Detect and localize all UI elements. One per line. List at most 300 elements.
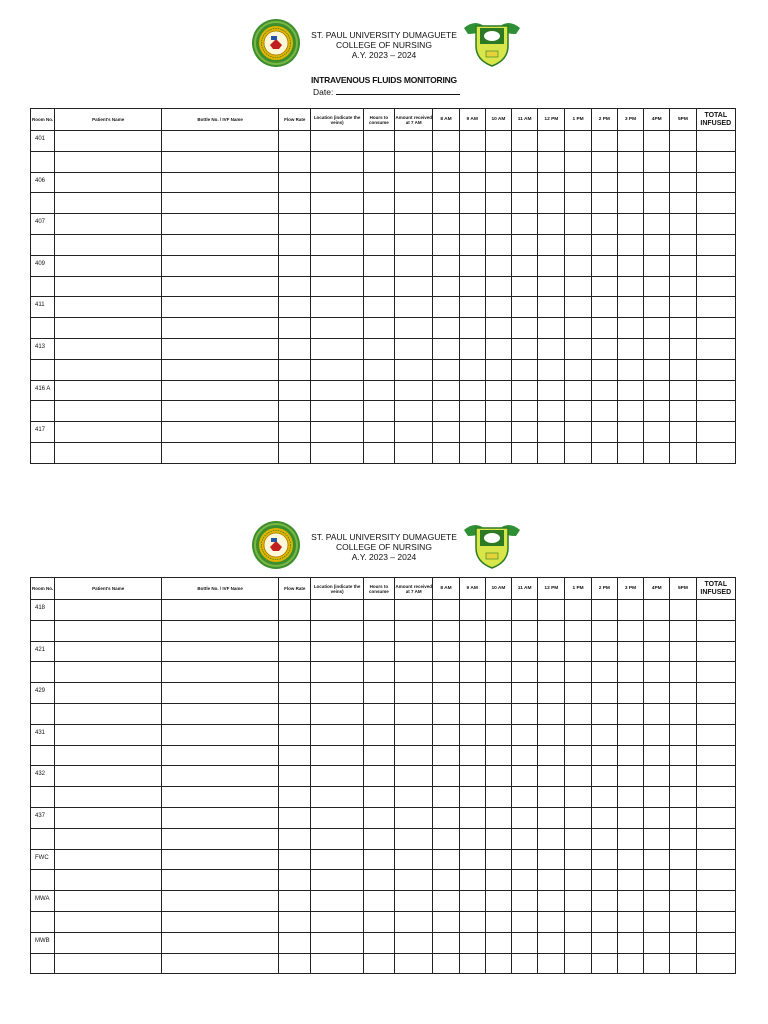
entry-cell[interactable] <box>55 828 162 849</box>
entry-cell[interactable] <box>55 276 162 297</box>
entry-cell[interactable] <box>433 255 459 276</box>
entry-cell[interactable] <box>512 318 538 339</box>
entry-cell[interactable] <box>459 193 485 214</box>
entry-cell[interactable] <box>485 932 511 953</box>
entry-cell[interactable] <box>363 380 394 401</box>
entry-cell[interactable] <box>459 766 485 787</box>
entry-cell[interactable] <box>279 234 311 255</box>
entry-cell[interactable] <box>395 662 433 683</box>
entry-cell[interactable] <box>485 683 511 704</box>
entry-cell[interactable] <box>363 932 394 953</box>
entry-cell[interactable] <box>459 620 485 641</box>
entry-cell[interactable] <box>538 276 565 297</box>
entry-cell[interactable] <box>55 683 162 704</box>
entry-cell[interactable] <box>538 683 565 704</box>
entry-cell[interactable] <box>485 703 511 724</box>
entry-cell[interactable] <box>538 662 565 683</box>
room-number-cell[interactable]: MWA <box>31 891 55 912</box>
entry-cell[interactable] <box>617 807 643 828</box>
entry-cell[interactable] <box>311 745 363 766</box>
entry-cell[interactable] <box>433 849 459 870</box>
entry-cell[interactable] <box>433 234 459 255</box>
entry-cell[interactable] <box>512 932 538 953</box>
entry-cell[interactable] <box>363 662 394 683</box>
entry-cell[interactable] <box>485 807 511 828</box>
entry-cell[interactable] <box>670 193 696 214</box>
entry-cell[interactable] <box>617 662 643 683</box>
entry-cell[interactable] <box>311 255 363 276</box>
entry-cell[interactable] <box>696 849 735 870</box>
entry-cell[interactable] <box>696 703 735 724</box>
entry-cell[interactable] <box>433 422 459 443</box>
entry-cell[interactable] <box>363 620 394 641</box>
entry-cell[interactable] <box>433 214 459 235</box>
entry-cell[interactable] <box>565 401 591 422</box>
entry-cell[interactable] <box>485 401 511 422</box>
entry-cell[interactable] <box>363 276 394 297</box>
entry-cell[interactable] <box>162 422 279 443</box>
entry-cell[interactable] <box>433 703 459 724</box>
room-cell-blank[interactable] <box>31 662 55 683</box>
entry-cell[interactable] <box>538 422 565 443</box>
entry-cell[interactable] <box>512 641 538 662</box>
entry-cell[interactable] <box>395 828 433 849</box>
entry-cell[interactable] <box>538 849 565 870</box>
entry-cell[interactable] <box>696 724 735 745</box>
entry-cell[interactable] <box>565 953 591 974</box>
entry-cell[interactable] <box>363 359 394 380</box>
entry-cell[interactable] <box>279 401 311 422</box>
entry-cell[interactable] <box>311 953 363 974</box>
entry-cell[interactable] <box>433 359 459 380</box>
entry-cell[interactable] <box>162 932 279 953</box>
entry-cell[interactable] <box>311 442 363 463</box>
entry-cell[interactable] <box>433 641 459 662</box>
entry-cell[interactable] <box>512 297 538 318</box>
entry-cell[interactable] <box>670 849 696 870</box>
entry-cell[interactable] <box>363 807 394 828</box>
entry-cell[interactable] <box>279 600 311 621</box>
entry-cell[interactable] <box>696 131 735 152</box>
entry-cell[interactable] <box>512 380 538 401</box>
entry-cell[interactable] <box>162 234 279 255</box>
entry-cell[interactable] <box>617 359 643 380</box>
entry-cell[interactable] <box>162 953 279 974</box>
entry-cell[interactable] <box>591 662 617 683</box>
entry-cell[interactable] <box>459 318 485 339</box>
entry-cell[interactable] <box>565 131 591 152</box>
entry-cell[interactable] <box>459 807 485 828</box>
entry-cell[interactable] <box>279 620 311 641</box>
entry-cell[interactable] <box>162 703 279 724</box>
entry-cell[interactable] <box>55 787 162 808</box>
entry-cell[interactable] <box>670 442 696 463</box>
entry-cell[interactable] <box>485 724 511 745</box>
entry-cell[interactable] <box>644 870 670 891</box>
entry-cell[interactable] <box>670 828 696 849</box>
entry-cell[interactable] <box>591 401 617 422</box>
entry-cell[interactable] <box>433 276 459 297</box>
entry-cell[interactable] <box>459 891 485 912</box>
entry-cell[interactable] <box>363 828 394 849</box>
entry-cell[interactable] <box>395 932 433 953</box>
entry-cell[interactable] <box>55 953 162 974</box>
entry-cell[interactable] <box>565 297 591 318</box>
entry-cell[interactable] <box>538 380 565 401</box>
entry-cell[interactable] <box>538 255 565 276</box>
entry-cell[interactable] <box>485 380 511 401</box>
entry-cell[interactable] <box>538 401 565 422</box>
entry-cell[interactable] <box>696 172 735 193</box>
entry-cell[interactable] <box>670 359 696 380</box>
entry-cell[interactable] <box>395 172 433 193</box>
entry-cell[interactable] <box>363 870 394 891</box>
entry-cell[interactable] <box>459 214 485 235</box>
entry-cell[interactable] <box>55 891 162 912</box>
entry-cell[interactable] <box>591 683 617 704</box>
room-cell-blank[interactable] <box>31 620 55 641</box>
entry-cell[interactable] <box>395 787 433 808</box>
entry-cell[interactable] <box>696 422 735 443</box>
entry-cell[interactable] <box>55 214 162 235</box>
entry-cell[interactable] <box>670 401 696 422</box>
entry-cell[interactable] <box>617 911 643 932</box>
entry-cell[interactable] <box>279 953 311 974</box>
entry-cell[interactable] <box>591 911 617 932</box>
entry-cell[interactable] <box>459 703 485 724</box>
entry-cell[interactable] <box>363 234 394 255</box>
entry-cell[interactable] <box>591 745 617 766</box>
entry-cell[interactable] <box>644 891 670 912</box>
entry-cell[interactable] <box>644 442 670 463</box>
entry-cell[interactable] <box>617 932 643 953</box>
entry-cell[interactable] <box>433 442 459 463</box>
entry-cell[interactable] <box>55 745 162 766</box>
entry-cell[interactable] <box>591 870 617 891</box>
entry-cell[interactable] <box>538 953 565 974</box>
entry-cell[interactable] <box>617 766 643 787</box>
entry-cell[interactable] <box>644 745 670 766</box>
entry-cell[interactable] <box>311 214 363 235</box>
entry-cell[interactable] <box>162 338 279 359</box>
entry-cell[interactable] <box>485 600 511 621</box>
entry-cell[interactable] <box>279 193 311 214</box>
entry-cell[interactable] <box>395 193 433 214</box>
entry-cell[interactable] <box>538 131 565 152</box>
entry-cell[interactable] <box>279 172 311 193</box>
entry-cell[interactable] <box>363 745 394 766</box>
entry-cell[interactable] <box>433 172 459 193</box>
entry-cell[interactable] <box>696 870 735 891</box>
entry-cell[interactable] <box>459 870 485 891</box>
entry-cell[interactable] <box>485 911 511 932</box>
entry-cell[interactable] <box>512 953 538 974</box>
entry-cell[interactable] <box>538 359 565 380</box>
entry-cell[interactable] <box>617 297 643 318</box>
entry-cell[interactable] <box>279 641 311 662</box>
entry-cell[interactable] <box>644 214 670 235</box>
entry-cell[interactable] <box>162 318 279 339</box>
entry-cell[interactable] <box>538 891 565 912</box>
entry-cell[interactable] <box>617 870 643 891</box>
entry-cell[interactable] <box>591 641 617 662</box>
entry-cell[interactable] <box>591 849 617 870</box>
entry-cell[interactable] <box>617 214 643 235</box>
entry-cell[interactable] <box>538 745 565 766</box>
entry-cell[interactable] <box>279 932 311 953</box>
entry-cell[interactable] <box>565 683 591 704</box>
entry-cell[interactable] <box>670 276 696 297</box>
entry-cell[interactable] <box>696 620 735 641</box>
entry-cell[interactable] <box>512 911 538 932</box>
entry-cell[interactable] <box>644 401 670 422</box>
entry-cell[interactable] <box>696 932 735 953</box>
entry-cell[interactable] <box>485 318 511 339</box>
entry-cell[interactable] <box>591 724 617 745</box>
entry-cell[interactable] <box>311 870 363 891</box>
entry-cell[interactable] <box>363 422 394 443</box>
room-number-cell[interactable]: 437 <box>31 807 55 828</box>
entry-cell[interactable] <box>512 214 538 235</box>
entry-cell[interactable] <box>279 745 311 766</box>
entry-cell[interactable] <box>512 422 538 443</box>
room-number-cell[interactable]: 416 A <box>31 380 55 401</box>
entry-cell[interactable] <box>433 932 459 953</box>
entry-cell[interactable] <box>617 193 643 214</box>
entry-cell[interactable] <box>459 932 485 953</box>
date-field[interactable] <box>313 86 460 97</box>
entry-cell[interactable] <box>433 151 459 172</box>
entry-cell[interactable] <box>311 193 363 214</box>
date-blank-line[interactable] <box>336 86 460 95</box>
entry-cell[interactable] <box>670 620 696 641</box>
entry-cell[interactable] <box>279 318 311 339</box>
entry-cell[interactable] <box>565 172 591 193</box>
entry-cell[interactable] <box>279 766 311 787</box>
entry-cell[interactable] <box>591 891 617 912</box>
entry-cell[interactable] <box>644 600 670 621</box>
entry-cell[interactable] <box>617 422 643 443</box>
entry-cell[interactable] <box>670 151 696 172</box>
entry-cell[interactable] <box>512 172 538 193</box>
entry-cell[interactable] <box>459 297 485 318</box>
entry-cell[interactable] <box>696 193 735 214</box>
entry-cell[interactable] <box>591 442 617 463</box>
entry-cell[interactable] <box>55 849 162 870</box>
entry-cell[interactable] <box>279 297 311 318</box>
entry-cell[interactable] <box>433 380 459 401</box>
entry-cell[interactable] <box>485 276 511 297</box>
entry-cell[interactable] <box>617 276 643 297</box>
entry-cell[interactable] <box>433 766 459 787</box>
entry-cell[interactable] <box>591 807 617 828</box>
entry-cell[interactable] <box>696 891 735 912</box>
entry-cell[interactable] <box>55 234 162 255</box>
entry-cell[interactable] <box>395 338 433 359</box>
entry-cell[interactable] <box>459 787 485 808</box>
entry-cell[interactable] <box>670 131 696 152</box>
entry-cell[interactable] <box>485 662 511 683</box>
entry-cell[interactable] <box>433 318 459 339</box>
entry-cell[interactable] <box>55 641 162 662</box>
entry-cell[interactable] <box>485 442 511 463</box>
entry-cell[interactable] <box>433 745 459 766</box>
room-number-cell[interactable]: 407 <box>31 214 55 235</box>
entry-cell[interactable] <box>162 359 279 380</box>
entry-cell[interactable] <box>55 600 162 621</box>
entry-cell[interactable] <box>485 787 511 808</box>
entry-cell[interactable] <box>55 724 162 745</box>
entry-cell[interactable] <box>644 828 670 849</box>
entry-cell[interactable] <box>485 891 511 912</box>
room-cell-blank[interactable] <box>31 193 55 214</box>
entry-cell[interactable] <box>538 828 565 849</box>
entry-cell[interactable] <box>55 422 162 443</box>
entry-cell[interactable] <box>644 172 670 193</box>
entry-cell[interactable] <box>395 911 433 932</box>
entry-cell[interactable] <box>512 891 538 912</box>
entry-cell[interactable] <box>512 620 538 641</box>
entry-cell[interactable] <box>279 870 311 891</box>
entry-cell[interactable] <box>644 318 670 339</box>
entry-cell[interactable] <box>617 442 643 463</box>
entry-cell[interactable] <box>512 193 538 214</box>
entry-cell[interactable] <box>433 891 459 912</box>
entry-cell[interactable] <box>617 641 643 662</box>
room-cell-blank[interactable] <box>31 953 55 974</box>
entry-cell[interactable] <box>433 193 459 214</box>
entry-cell[interactable] <box>162 276 279 297</box>
entry-cell[interactable] <box>459 380 485 401</box>
entry-cell[interactable] <box>591 766 617 787</box>
entry-cell[interactable] <box>459 683 485 704</box>
entry-cell[interactable] <box>279 787 311 808</box>
entry-cell[interactable] <box>644 766 670 787</box>
entry-cell[interactable] <box>565 849 591 870</box>
entry-cell[interactable] <box>538 641 565 662</box>
entry-cell[interactable] <box>485 422 511 443</box>
entry-cell[interactable] <box>459 359 485 380</box>
entry-cell[interactable] <box>55 401 162 422</box>
entry-cell[interactable] <box>395 234 433 255</box>
entry-cell[interactable] <box>617 849 643 870</box>
entry-cell[interactable] <box>644 359 670 380</box>
entry-cell[interactable] <box>538 172 565 193</box>
entry-cell[interactable] <box>279 683 311 704</box>
entry-cell[interactable] <box>162 620 279 641</box>
entry-cell[interactable] <box>591 172 617 193</box>
entry-cell[interactable] <box>617 953 643 974</box>
room-cell-blank[interactable] <box>31 911 55 932</box>
entry-cell[interactable] <box>591 422 617 443</box>
entry-cell[interactable] <box>162 172 279 193</box>
room-cell-blank[interactable] <box>31 359 55 380</box>
entry-cell[interactable] <box>279 338 311 359</box>
entry-cell[interactable] <box>55 442 162 463</box>
entry-cell[interactable] <box>512 683 538 704</box>
entry-cell[interactable] <box>644 724 670 745</box>
entry-cell[interactable] <box>433 401 459 422</box>
entry-cell[interactable] <box>363 724 394 745</box>
entry-cell[interactable] <box>433 338 459 359</box>
room-cell-blank[interactable] <box>31 234 55 255</box>
entry-cell[interactable] <box>670 932 696 953</box>
entry-cell[interactable] <box>591 193 617 214</box>
entry-cell[interactable] <box>363 297 394 318</box>
entry-cell[interactable] <box>512 338 538 359</box>
entry-cell[interactable] <box>644 911 670 932</box>
entry-cell[interactable] <box>433 724 459 745</box>
entry-cell[interactable] <box>363 172 394 193</box>
entry-cell[interactable] <box>363 401 394 422</box>
entry-cell[interactable] <box>512 151 538 172</box>
entry-cell[interactable] <box>433 953 459 974</box>
entry-cell[interactable] <box>670 214 696 235</box>
entry-cell[interactable] <box>696 318 735 339</box>
entry-cell[interactable] <box>311 318 363 339</box>
entry-cell[interactable] <box>363 338 394 359</box>
entry-cell[interactable] <box>279 662 311 683</box>
entry-cell[interactable] <box>162 828 279 849</box>
entry-cell[interactable] <box>395 683 433 704</box>
entry-cell[interactable] <box>644 807 670 828</box>
entry-cell[interactable] <box>311 828 363 849</box>
entry-cell[interactable] <box>512 828 538 849</box>
entry-cell[interactable] <box>644 703 670 724</box>
entry-cell[interactable] <box>279 255 311 276</box>
room-cell-blank[interactable] <box>31 442 55 463</box>
entry-cell[interactable] <box>162 870 279 891</box>
entry-cell[interactable] <box>644 297 670 318</box>
entry-cell[interactable] <box>485 641 511 662</box>
entry-cell[interactable] <box>459 338 485 359</box>
entry-cell[interactable] <box>311 359 363 380</box>
entry-cell[interactable] <box>512 401 538 422</box>
entry-cell[interactable] <box>670 234 696 255</box>
entry-cell[interactable] <box>162 255 279 276</box>
entry-cell[interactable] <box>311 401 363 422</box>
entry-cell[interactable] <box>55 932 162 953</box>
entry-cell[interactable] <box>696 401 735 422</box>
entry-cell[interactable] <box>696 297 735 318</box>
entry-cell[interactable] <box>696 214 735 235</box>
entry-cell[interactable] <box>162 131 279 152</box>
entry-cell[interactable] <box>459 828 485 849</box>
entry-cell[interactable] <box>670 338 696 359</box>
entry-cell[interactable] <box>670 807 696 828</box>
entry-cell[interactable] <box>591 131 617 152</box>
entry-cell[interactable] <box>485 297 511 318</box>
entry-cell[interactable] <box>433 662 459 683</box>
entry-cell[interactable] <box>512 276 538 297</box>
entry-cell[interactable] <box>279 828 311 849</box>
entry-cell[interactable] <box>433 828 459 849</box>
entry-cell[interactable] <box>55 255 162 276</box>
entry-cell[interactable] <box>591 318 617 339</box>
entry-cell[interactable] <box>433 683 459 704</box>
entry-cell[interactable] <box>395 891 433 912</box>
entry-cell[interactable] <box>617 401 643 422</box>
entry-cell[interactable] <box>395 641 433 662</box>
entry-cell[interactable] <box>485 359 511 380</box>
entry-cell[interactable] <box>459 849 485 870</box>
entry-cell[interactable] <box>617 745 643 766</box>
entry-cell[interactable] <box>591 297 617 318</box>
entry-cell[interactable] <box>670 953 696 974</box>
entry-cell[interactable] <box>565 318 591 339</box>
entry-cell[interactable] <box>485 620 511 641</box>
entry-cell[interactable] <box>565 380 591 401</box>
